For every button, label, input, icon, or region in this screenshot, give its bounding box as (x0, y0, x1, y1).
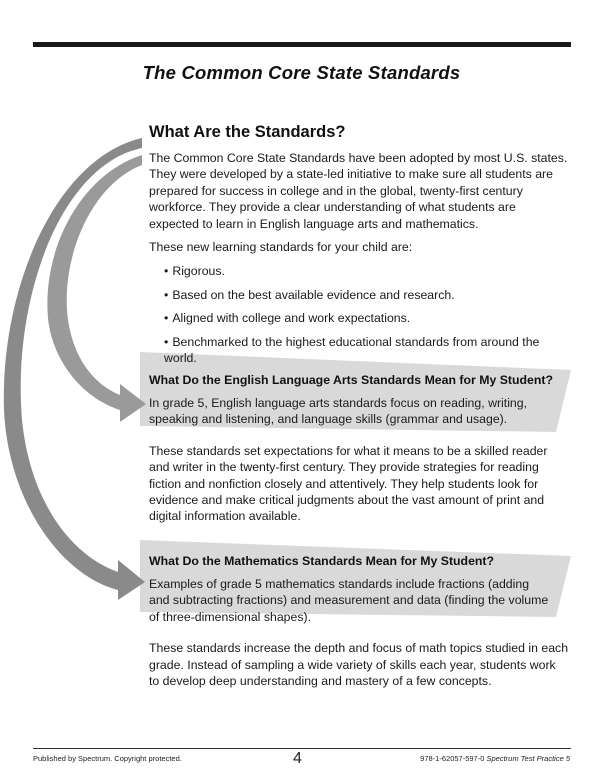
list-item: • Aligned with college and work expectations. (164, 310, 569, 326)
footer-copyright: Published by Spectrum. Copyright protected. (33, 754, 182, 763)
section-heading: What Are the Standards? (149, 123, 346, 141)
math-band-text: Examples of grade 5 mathematics standards include fractions (adding and subtracting fractions) and measurement and data (finding the volume of three-dimensional shapes). (149, 577, 549, 624)
ela-band-text: In grade 5, English language arts standards focus on reading, writing, speaking and listening, and language skills (grammar and usage). (149, 396, 528, 427)
standards-bullet-list (149, 263, 569, 366)
intro-paragraph: The Common Core State Standards have been adopted by most U.S. states. They were developed by a state-led initiative to make sure all students are prepared for success in college and in the global, twenty-first century workforce. They provide a clear understanding of what students are expected to learn in English language arts and mathematics. (149, 151, 568, 231)
list-item: • Benchmarked to the highest educational standards from around the world. (164, 334, 569, 366)
page-number: 4 (293, 750, 302, 767)
ela-body-paragraph: These standards set expectations for what it means to be a skilled reader and writer in the twenty-first century. They provide strategies for reading fiction and nonfiction closely and attentively. They help students look for evidence and make critical judgments about the vast amount of print and digital information available. (149, 443, 548, 524)
section-math-standards (149, 554, 569, 689)
list-item: • Rigorous. (164, 263, 569, 279)
page-title: The Common Core State Standards (142, 62, 461, 83)
list-item: • Based on the best available evidence and research. (164, 287, 569, 303)
math-heading: What Do the Mathematics Standards Mean for My Student? (149, 554, 495, 568)
section-ela-standards (149, 373, 569, 525)
footer-book-info (420, 754, 570, 763)
footer-rule (33, 748, 571, 749)
math-body-paragraph: These standards increase the depth and focus of math topics studied in each grade. Instead of sampling a wide variety of skills each year, students work to develop deep understanding and mastery of a few concepts. (149, 641, 569, 689)
footer-isbn: 978-1-62057-597-0 (420, 754, 485, 763)
ela-heading: What Do the English Language Arts Standards Mean for My Student? (149, 373, 553, 387)
footer-book-title: Spectrum Test Practice 5 (486, 754, 570, 763)
section-what-are-standards (149, 123, 569, 373)
short-arrow (47, 155, 146, 422)
lead-paragraph: These new learning standards for your child are: (149, 240, 413, 255)
